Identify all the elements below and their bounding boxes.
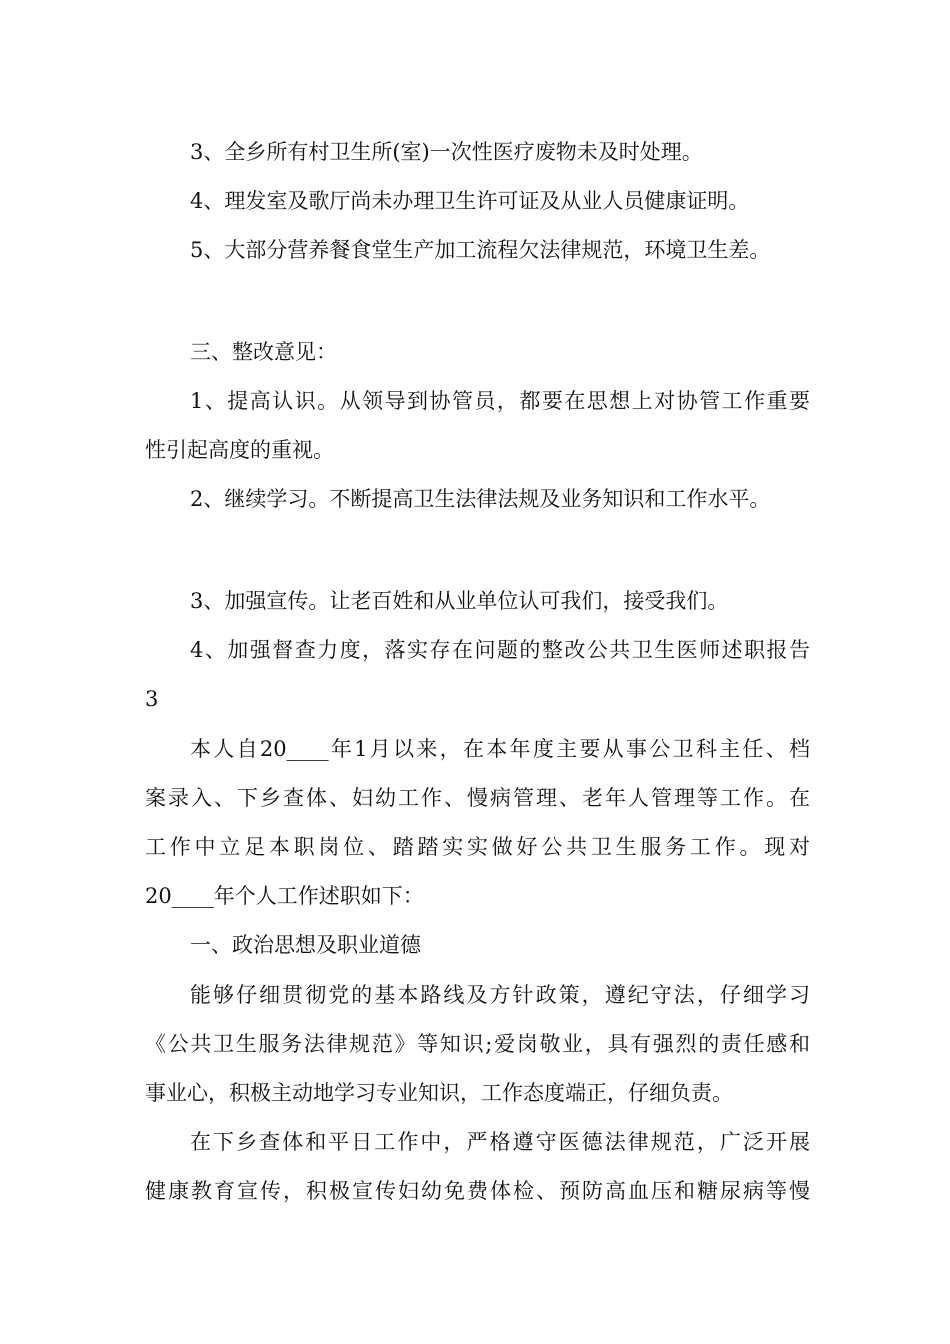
text-line: 4、加强督查力度，落实存在问题的整改公共卫生医师述职报告: [190, 638, 810, 662]
text-line: 性引起高度的重视。: [145, 438, 334, 462]
text-line: 《公共卫生服务法律规范》等知识;爱岗敬业，具有强烈的责任感和: [145, 1032, 810, 1056]
text-line: 5、大部分营养餐食堂生产加工流程欠法律规范，环境卫生差。: [190, 238, 771, 262]
text-line: 3、全乡所有村卫生所(室)一次性医疗废物未及时处理。: [190, 140, 703, 164]
text-line: 4、理发室及歌厅尚未办理卫生许可证及从业人员健康证明。: [190, 189, 750, 213]
text-line: 工作中立足本职岗位、踏踏实实做好公共卫生服务工作。现对: [145, 835, 810, 859]
text-line: 1、提高认识。从领导到协管员，都要在思想上对协管工作重要: [190, 389, 810, 413]
section-heading: 三、整改意见：: [190, 340, 337, 364]
text-line: 健康教育宣传，积极宣传妇幼免费体检、预防高血压和糖尿病等慢: [145, 1179, 810, 1203]
text-line: 事业心，积极主动地学习专业知识，工作态度端正，仔细负责。: [145, 1081, 733, 1105]
text-line: 能够仔细贯彻党的基本路线及方针政策，遵纪守法，仔细学习: [190, 983, 810, 1007]
text-line: 3: [145, 687, 159, 711]
text-line: 20____年个人工作述职如下：: [145, 884, 424, 908]
section-heading: 一、政治思想及职业道德: [190, 933, 421, 957]
text-line: 在下乡查体和平日工作中，严格遵守医德法律规范，广泛开展: [190, 1130, 810, 1154]
text-line: 本人自20____年1月以来，在本年度主要从事公卫科主任、档: [190, 737, 810, 761]
text-line: 2、继续学习。不断提高卫生法律法规及业务知识和工作水平。: [190, 487, 771, 511]
text-line: 案录入、下乡查体、妇幼工作、慢病管理、老年人管理等工作。在: [145, 786, 810, 810]
text-line: 3、加强宣传。让老百姓和从业单位认可我们，接受我们。: [190, 589, 729, 613]
